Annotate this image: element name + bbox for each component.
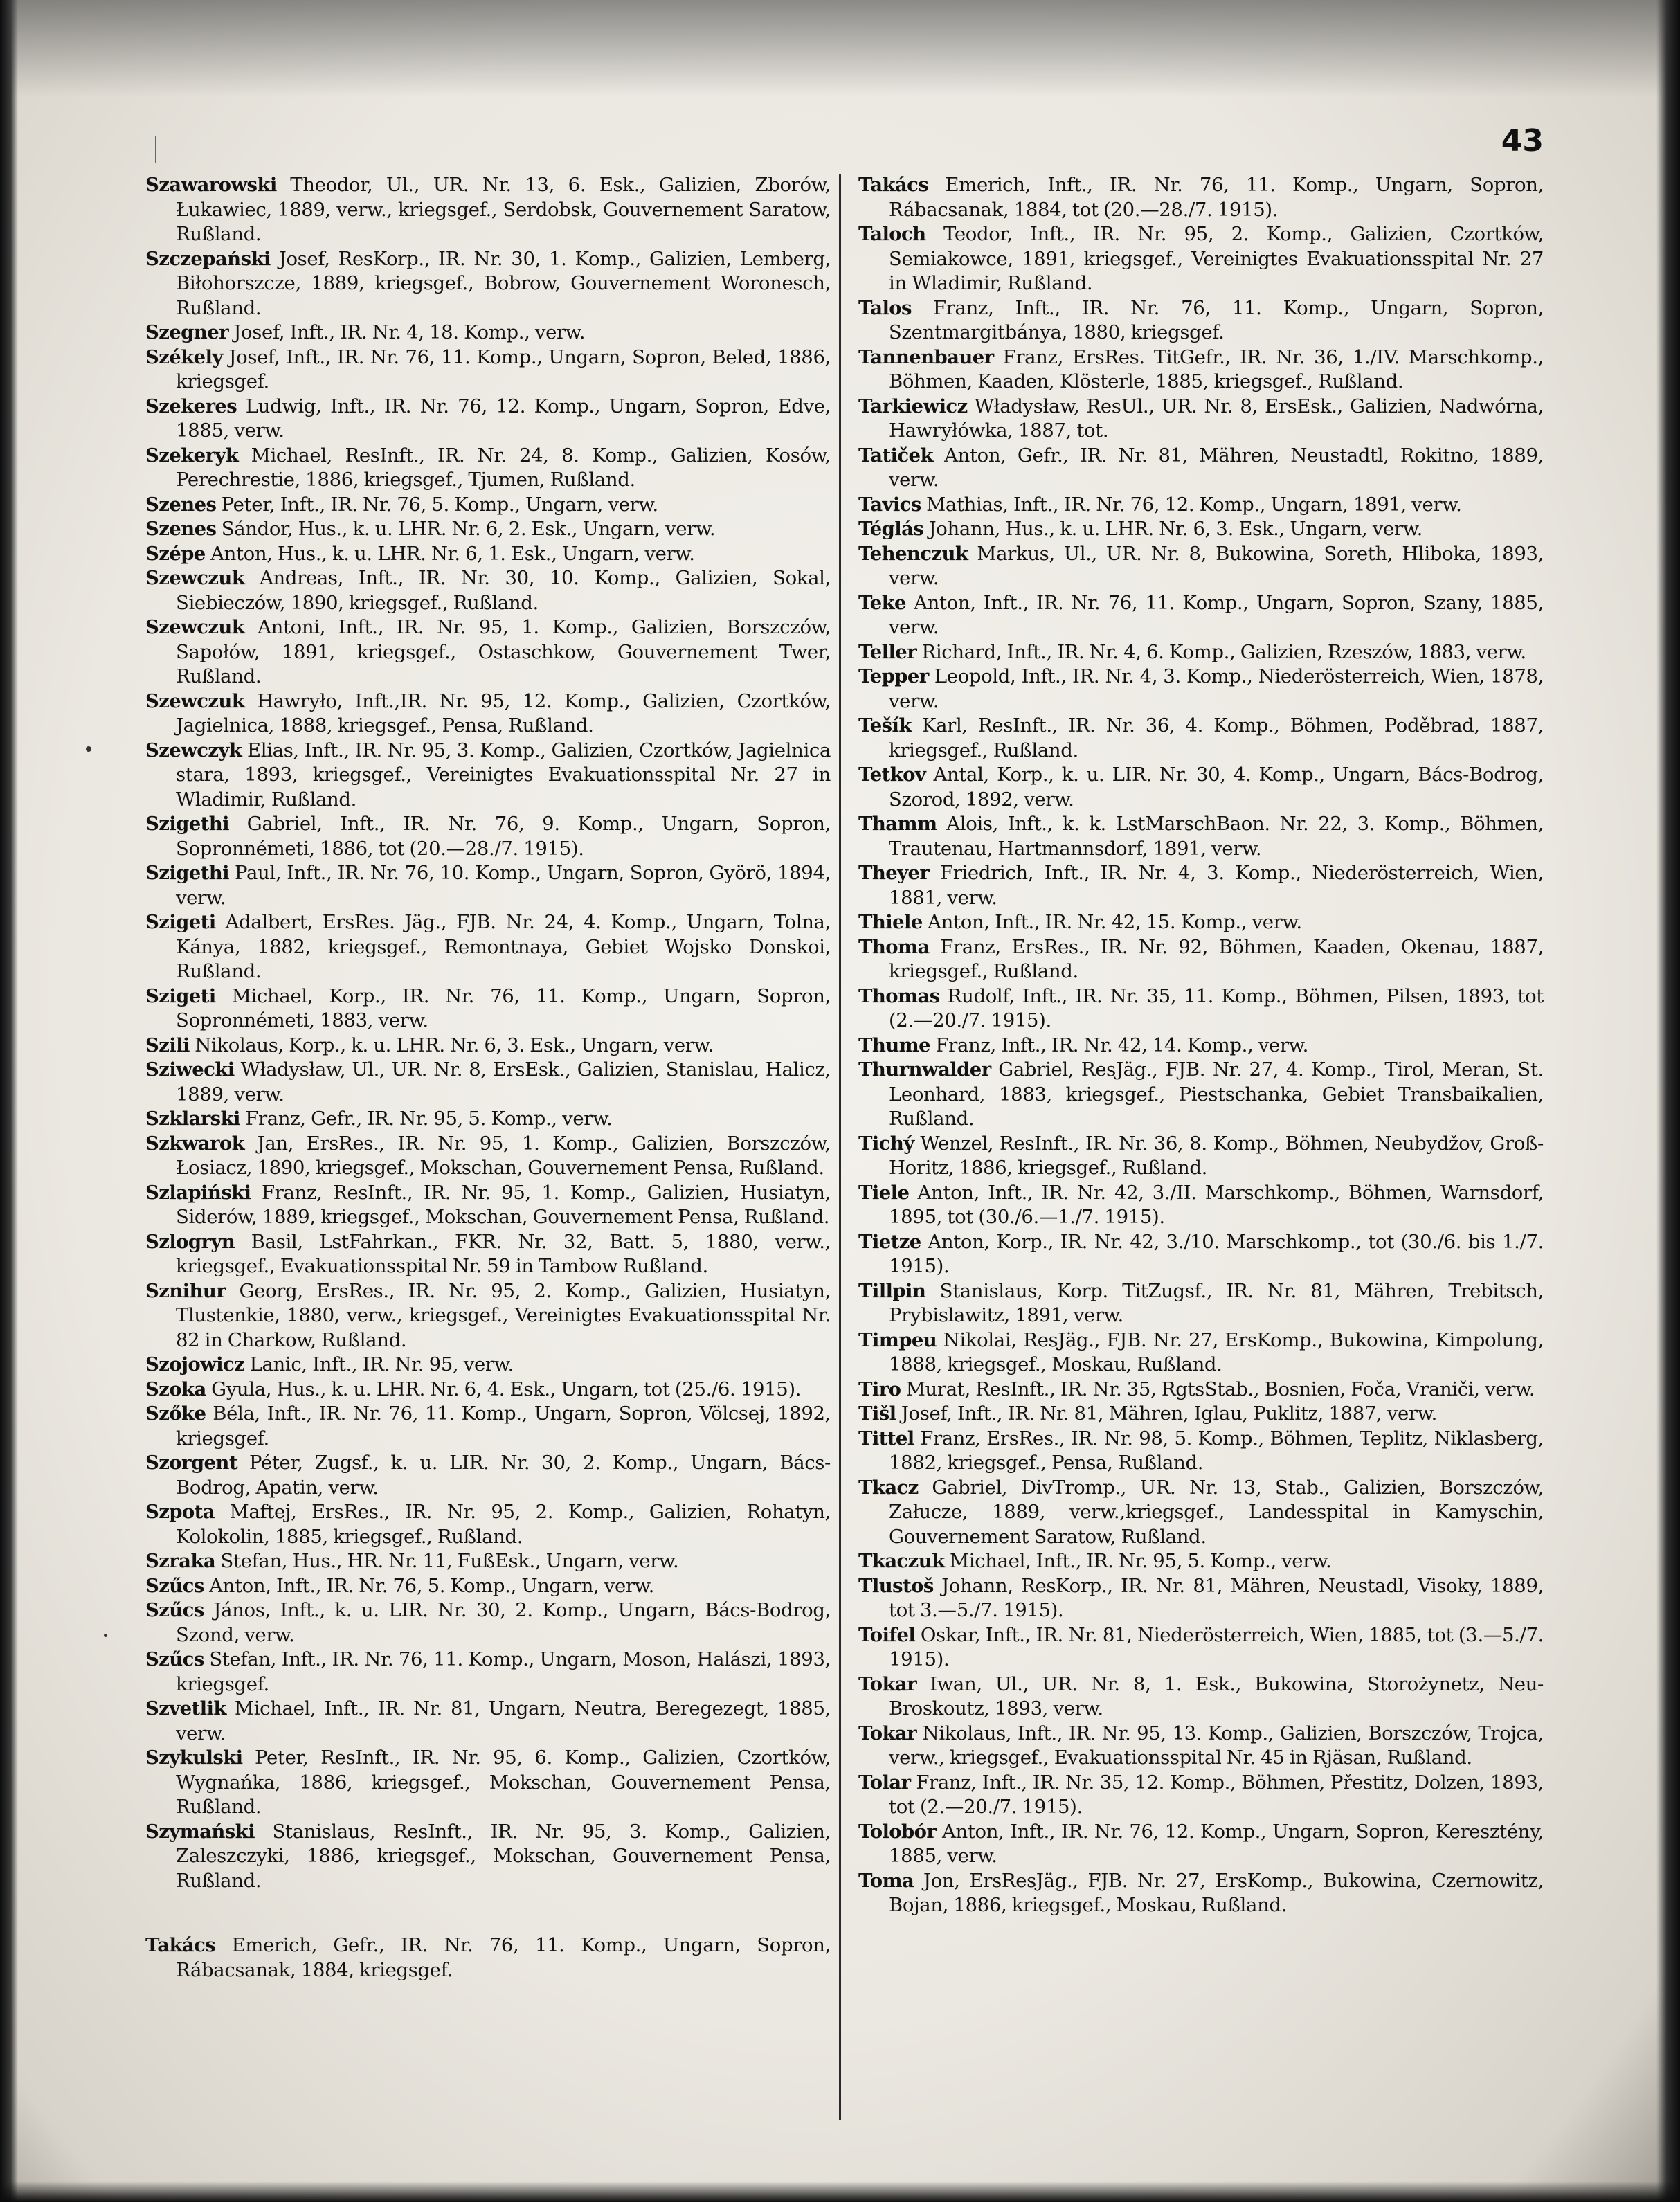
entry-surname: Téglás [858, 518, 924, 540]
entry-details: Michael, Inft., IR. Nr. 95, 5. Komp., verw. [944, 1550, 1332, 1572]
entry-details: Josef, ResKorp., IR. Nr. 30, 1. Komp., Galizien, Lemberg, Biłohorszcze, 1889, kriegsgef., Bobrow, Gouvernement Woronesch, Rußland. [176, 247, 831, 319]
entry-details: Murat, ResInft., IR. Nr. 35, RgtsStab., Bosnien, Foča, Vraniči, verw. [901, 1378, 1535, 1400]
entry-surname: Szojowicz [145, 1353, 245, 1375]
entry-details: János, Inft., k. u. LIR. Nr. 30, 2. Komp., Ungarn, Bács-Bodrog, Szond, verw. [176, 1599, 831, 1646]
entry-details: Anton, Inft., IR. Nr. 42, 3./II. Marschkomp., Böhmen, Warnsdorf, 1895, tot (30./6.—1./7. 1915). [889, 1181, 1544, 1228]
entry-details: Michael, Inft., IR. Nr. 81, Ungarn, Neutra, Beregezegt, 1885, verw. [176, 1697, 831, 1744]
entry-details: Richard, Inft., IR. Nr. 4, 6. Komp., Galizien, Rzeszów, 1883, verw. [916, 640, 1526, 663]
entry-surname: Tillpin [858, 1279, 926, 1302]
entry-surname: Timpeu [858, 1328, 937, 1351]
column-divider [839, 174, 841, 2120]
register-entry [858, 1328, 1544, 1378]
register-entry [858, 935, 1544, 984]
entry-surname: Tokar [858, 1722, 917, 1744]
register-entry [858, 517, 1544, 542]
entry-surname: Tatiček [858, 444, 933, 467]
entry-surname: Szorgent [145, 1452, 237, 1474]
register-entry [145, 1107, 831, 1132]
entry-details: Władysław, Ul., UR. Nr. 8, ErsEsk., Galizien, Stanislau, Halicz, 1889, verw. [176, 1058, 831, 1105]
register-entry [858, 1132, 1544, 1181]
left-column [145, 173, 831, 1983]
entry-details: Josef, Inft., IR. Nr. 4, 18. Komp., verw. [228, 321, 586, 343]
entry-surname: Takács [858, 174, 929, 196]
register-entry [145, 321, 831, 345]
register-entry [145, 984, 831, 1034]
entry-surname: Tehenczuk [858, 542, 968, 565]
register-entry [858, 1722, 1544, 1771]
register-entry [145, 1746, 831, 1820]
register-entry [858, 1402, 1544, 1427]
entry-details: Hawryło, Inft.,IR. Nr. 95, 12. Komp., Galizien, Czortków, Jagielnica, 1888, kriegsgef., Pensa, Rußland. [176, 689, 831, 737]
entry-surname: Szűcs [145, 1648, 204, 1670]
register-entry [145, 615, 831, 689]
entry-surname: Szigethi [145, 813, 229, 835]
entry-surname: Szymański [145, 1820, 255, 1843]
register-entry [858, 542, 1544, 591]
register-entry [858, 763, 1544, 812]
entry-details: Maftej, ErsRes., IR. Nr. 95, 2. Komp., Galizien, Rohatyn, Kolokolin, 1885, kriegsgef., Rußland. [176, 1501, 831, 1548]
entry-details: Franz, ResInft., IR. Nr. 95, 1. Komp., Galizien, Husiatyn, Siderów, 1889, kriegsgef., Mokschan, Gouvernement Pensa, Rußland. [176, 1181, 831, 1228]
entry-details: Leopold, Inft., IR. Nr. 4, 3. Komp., Niederösterreich, Wien, 1878, verw. [889, 665, 1544, 712]
register-entry [145, 247, 831, 321]
entry-surname: Szoka [145, 1378, 206, 1400]
entry-details: Friedrich, Inft., IR. Nr. 4, 3. Komp., Niederösterreich, Wien, 1881, verw. [889, 862, 1544, 909]
entry-surname: Szekeres [145, 395, 237, 417]
register-entry [145, 1132, 831, 1181]
entry-details: Adalbert, ErsRes. Jäg., FJB. Nr. 24, 4. Komp., Ungarn, Tolna, Kánya, 1882, kriegsgef., Remontnaya, Gebiet Wojsko Donskoi, Rußland. [176, 911, 831, 982]
entry-surname: Szykulski [145, 1747, 243, 1769]
register-entry [145, 566, 831, 615]
entry-surname: Székely [145, 345, 223, 368]
entry-surname: Tokar [858, 1672, 917, 1695]
entry-details: Wenzel, ResInft., IR. Nr. 36, 8. Komp., Böhmen, Neubydžov, Groß-Horitz, 1886, kriegsgef., Rußland. [889, 1132, 1544, 1179]
register-entry [858, 1058, 1544, 1132]
entry-details: Nikolai, ResJäg., FJB. Nr. 27, ErsKomp., Bukowina, Kimpolung, 1888, kriegsgef., Moskau, Rußland. [889, 1328, 1544, 1375]
entry-surname: Toifel [858, 1623, 916, 1646]
entry-details: Béla, Inft., IR. Nr. 76, 11. Komp., Ungarn, Sopron, Völcsej, 1892, kriegsgef. [176, 1402, 831, 1450]
scan-edge-right [1656, 0, 1680, 2202]
register-entry [858, 1230, 1544, 1279]
register-entry [145, 395, 831, 444]
right-column [858, 173, 1544, 1918]
scan-edge-bottom [0, 2181, 1680, 2202]
entry-details: Jon, ErsResJäg., FJB. Nr. 27, ErsKomp., Bukowina, Czernowitz, Bojan, 1886, kriegsgef., Moskau, Rußland. [889, 1869, 1544, 1916]
entry-surname: Szewczuk [145, 616, 245, 638]
entry-details: Johann, Hus., k. u. LHR. Nr. 6, 3. Esk., Ungarn, verw. [923, 518, 1422, 540]
register-entry [145, 173, 831, 247]
entry-details: Josef, Inft., IR. Nr. 76, 11. Komp., Ungarn, Sopron, Beled, 1886, kriegsgef. [176, 345, 831, 392]
entry-details: Oskar, Inft., IR. Nr. 81, Niederösterreich, Wien, 1885, tot (3.—5./7. 1915). [889, 1623, 1544, 1670]
register-entry [145, 1598, 831, 1648]
entry-surname: Szigeti [145, 911, 216, 933]
entry-details: Johann, ResKorp., IR. Nr. 81, Mähren, Neustadl, Visoky, 1889, tot 3.—5./7. 1915). [889, 1574, 1544, 1621]
entry-surname: Thomas [858, 984, 940, 1007]
register-entry [858, 1574, 1544, 1623]
register-entry [145, 1820, 831, 1894]
register-entry [145, 1378, 831, 1402]
entry-surname: Tešík [858, 714, 912, 737]
entry-surname: Thamm [858, 813, 937, 835]
entry-surname: Tolar [858, 1771, 911, 1794]
entry-surname: Szili [145, 1034, 190, 1056]
register-entry [145, 739, 831, 813]
entry-details: Franz, ErsRes., IR. Nr. 98, 5. Komp., Böhmen, Teplitz, Niklasberg, 1882, kriegsgef., Pensa, Rußland. [889, 1427, 1544, 1474]
register-entry [858, 222, 1544, 296]
entry-surname: Szkwarok [145, 1132, 245, 1155]
entry-surname: Tiro [858, 1378, 901, 1400]
entry-surname: Szewczuk [145, 689, 245, 712]
entry-details: Jan, ErsRes., IR. Nr. 95, 1. Komp., Galizien, Borszczów, Łosiacz, 1890, kriegsgef., Mokschan, Gouvernement Pensa, Rußland. [176, 1132, 831, 1179]
entry-surname: Thume [858, 1034, 931, 1056]
entry-details: Lanic, Inft., IR. Nr. 95, verw. [244, 1353, 514, 1375]
register-entry [858, 444, 1544, 493]
entry-details: Andreas, Inft., IR. Nr. 30, 10. Komp., Galizien, Sokal, Siebieczów, 1890, kriegsgef., Rußland. [176, 567, 831, 614]
entry-surname: Szűcs [145, 1599, 204, 1621]
register-entry [145, 345, 831, 395]
entry-details: Iwan, Ul., UR. Nr. 8, 1. Esk., Bukowina, Storożynetz, Neu-Broskoutz, 1893, verw. [889, 1672, 1544, 1720]
entry-details: Anton, Inft., IR. Nr. 42, 15. Komp., verw. [922, 911, 1302, 933]
entry-details: Anton, Inft., IR. Nr. 76, 12. Komp., Ungarn, Sopron, Keresztény, 1885, verw. [889, 1820, 1544, 1867]
entry-details: Karl, ResInft., IR. Nr. 36, 4. Komp., Böhmen, Poděbrad, 1887, kriegsgef., Rußland. [889, 714, 1544, 761]
scan-edge-left [0, 0, 18, 2202]
register-entry [858, 1771, 1544, 1820]
entry-details: Władysław, ResUl., UR. Nr. 8, ErsEsk., Galizien, Nadwórna, Hawryłówka, 1887, tot. [889, 395, 1544, 442]
entry-surname: Tetkov [858, 764, 926, 786]
entry-surname: Tkacz [858, 1476, 919, 1499]
register-entry [858, 1427, 1544, 1476]
entry-details: Markus, Ul., UR. Nr. 8, Bukowina, Soreth, Hliboka, 1893, verw. [889, 542, 1544, 589]
register-entry [145, 1279, 831, 1353]
entry-details: Alois, Inft., k. k. LstMarschBaon. Nr. 22, 3. Komp., Böhmen, Trautenau, Hartmannsdorf, 1891, verw. [889, 813, 1544, 860]
entry-surname: Takács [145, 1934, 216, 1956]
entry-surname: Szvetlik [145, 1697, 226, 1720]
entry-surname: Szűcs [145, 1574, 204, 1597]
register-entry [858, 1623, 1544, 1672]
entry-surname: Tittel [858, 1427, 914, 1450]
entry-surname: Tarkiewicz [858, 395, 968, 417]
entry-details: Stefan, Inft., IR. Nr. 76, 11. Komp., Ungarn, Moson, Halászi, 1893, kriegsgef. [176, 1648, 831, 1695]
entry-details: Theodor, Ul., UR. Nr. 13, 6. Esk., Galizien, Zborów, Łukawiec, 1889, verw., kriegsgef., Serdobsk, Gouvernement Saratow, Rußland. [176, 174, 831, 245]
entry-details: Franz, Gefr., IR. Nr. 95, 5. Komp., verw. [240, 1108, 613, 1130]
entry-surname: Tkaczuk [858, 1550, 945, 1572]
entry-details: Ludwig, Inft., IR. Nr. 76, 12. Komp., Ungarn, Sopron, Edve, 1885, verw. [176, 395, 831, 442]
entry-details: Franz, ErsRes., IR. Nr. 92, Böhmen, Kaaden, Okenau, 1887, kriegsgef., Rußland. [889, 935, 1544, 982]
entry-details: Stefan, Hus., HR. Nr. 11, FußEsk., Ungarn, verw. [215, 1550, 679, 1572]
entry-details: Basil, LstFahrkan., FKR. Nr. 32, Batt. 5, 1880, verw., kriegsgef., Evakuationsspital Nr. 59 in Tambow Rußland. [176, 1230, 831, 1277]
entry-details: Peter, ResInft., IR. Nr. 95, 6. Komp., Galizien, Czortków, Wygnańka, 1886, kriegsgef., Mokschan, Gouvernement Pensa, Rußland. [176, 1747, 831, 1818]
register-entry [145, 1181, 831, 1230]
register-entry [145, 1402, 831, 1451]
entry-surname: Teller [858, 640, 917, 663]
entry-surname: Tepper [858, 665, 929, 687]
scan-shadow-top [0, 0, 1680, 97]
entry-surname: Tiele [858, 1181, 910, 1204]
entry-surname: Szegner [145, 321, 228, 343]
margin-dot [86, 746, 91, 752]
entry-details: Michael, Korp., IR. Nr. 76, 11. Komp., Ungarn, Sopron, Sopronnémeti, 1883, verw. [176, 984, 831, 1031]
page-number: 43 [1501, 123, 1544, 159]
entry-details: Antoni, Inft., IR. Nr. 95, 1. Komp., Galizien, Borszczów, Sapołów, 1891, kriegsgef., Ostaschkow, Gouvernement Twer, Rußland. [176, 616, 831, 687]
entry-surname: Szekeryk [145, 444, 239, 467]
register-entry [858, 984, 1544, 1034]
entry-details: Franz, Inft., IR. Nr. 35, 12. Komp., Böhmen, Přestitz, Dolzen, 1893, tot (2.—20./7. 1915). [889, 1771, 1544, 1818]
entry-surname: Szklarski [145, 1108, 240, 1130]
register-entry [145, 1034, 831, 1058]
entry-surname: Toma [858, 1869, 914, 1892]
register-entry [145, 493, 831, 518]
entry-details: Gabriel, Inft., IR. Nr. 76, 9. Komp., Ungarn, Sopron, Sopronnémeti, 1886, tot (20.—28./7. 1915). [176, 813, 831, 860]
register-entry [858, 345, 1544, 395]
entry-details: Georg, ErsRes., IR. Nr. 95, 2. Komp., Galizien, Husiatyn, Tlustenkie, 1880, verw., kriegsgef., Vereinigtes Evakuationsspital Nr. 82 in Charkow, Rußland. [176, 1279, 831, 1351]
entry-surname: Szőke [145, 1402, 206, 1425]
register-entry [145, 1353, 831, 1378]
entry-surname: Talos [858, 296, 912, 319]
register-entry [858, 1820, 1544, 1869]
entry-surname: Szraka [145, 1550, 216, 1572]
entry-surname: Szigeti [145, 984, 216, 1007]
entry-details: Antal, Korp., k. u. LIR. Nr. 30, 4. Komp., Ungarn, Bács-Bodrog, Szorod, 1892, verw. [889, 764, 1544, 811]
entry-surname: Szenes [145, 518, 217, 540]
entry-surname: Thurnwalder [858, 1058, 991, 1081]
entry-surname: Theyer [858, 862, 930, 884]
register-entry [145, 517, 831, 542]
entry-surname: Tichý [858, 1132, 914, 1155]
entry-details: Anton, Gefr., IR. Nr. 81, Mähren, Neustadtl, Rokitno, 1889, verw. [889, 444, 1544, 491]
entry-details: Paul, Inft., IR. Nr. 76, 10. Komp., Ungarn, Sopron, Györö, 1894, verw. [176, 862, 831, 909]
entry-details: Nikolaus, Inft., IR. Nr. 95, 13. Komp., Galizien, Borszczów, Trojca, verw., kriegsgef., Evakuationsspital Nr. 45 in Rjäsan, Rußland. [889, 1722, 1544, 1769]
register-entry [145, 444, 831, 493]
register-entry [858, 1672, 1544, 1722]
entry-details: Gabriel, ResJäg., FJB. Nr. 27, 4. Komp., Tirol, Meran, St. Leonhard, 1883, kriegsgef., Piestschanka, Gebiet Transbaikalien, Rußland. [889, 1058, 1544, 1130]
register-entry [858, 861, 1544, 910]
entry-details: Stanislaus, Korp. TitZugsf., IR. Nr. 81, Mähren, Trebitsch, Prybislawitz, 1891, verw. [889, 1279, 1544, 1326]
register-entry [858, 296, 1544, 345]
entry-details: Anton, Hus., k. u. LHR. Nr. 6, 1. Esk., Ungarn, verw. [205, 542, 695, 565]
register-entry [145, 1574, 831, 1599]
entry-surname: Szczepański [145, 247, 271, 270]
entry-details: Nikolaus, Korp., k. u. LHR. Nr. 6, 3. Esk., Ungarn, verw. [189, 1034, 714, 1056]
register-entry [145, 1697, 831, 1746]
entry-details: Anton, Korp., IR. Nr. 42, 3./10. Marschkomp., tot (30./6. bis 1./7. 1915). [889, 1230, 1544, 1277]
register-entry [858, 812, 1544, 861]
register-entry [145, 1549, 831, 1574]
register-entry [145, 689, 831, 739]
entry-surname: Szigethi [145, 862, 229, 884]
register-entry [858, 493, 1544, 518]
entry-surname: Sziwecki [145, 1058, 235, 1081]
entry-details: Anton, Inft., IR. Nr. 76, 11. Komp., Ungarn, Sopron, Szany, 1885, verw. [889, 591, 1544, 638]
entry-details: Franz, Inft., IR. Nr. 76, 11. Komp., Ungarn, Sopron, Szentmargitbánya, 1880, kriegsgef. [889, 296, 1544, 343]
entry-surname: Taloch [858, 223, 926, 245]
entry-details: Sándor, Hus., k. u. LHR. Nr. 6, 2. Esk., Ungarn, verw. [216, 518, 716, 540]
entry-surname: Tietze [858, 1230, 921, 1253]
register-entry [858, 1181, 1544, 1230]
register-entry [858, 1378, 1544, 1402]
entry-details: Stanislaus, ResInft., IR. Nr. 95, 3. Komp., Galizien, Zaleszczyki, 1886, kriegsgef., Mokschan, Gouvernement Pensa, Rußland. [176, 1820, 831, 1892]
register-entry [858, 395, 1544, 444]
register-entry [858, 1869, 1544, 1918]
entry-details: Rudolf, Inft., IR. Nr. 35, 11. Komp., Böhmen, Pilsen, 1893, tot (2.—20./7. 1915). [889, 984, 1544, 1031]
register-entry [858, 1476, 1544, 1550]
entry-surname: Szlogryn [145, 1230, 235, 1253]
register-entry [145, 812, 831, 861]
entry-details: Franz, ErsRes. TitGefr., IR. Nr. 36, 1./IV. Marschkomp., Böhmen, Kaaden, Klösterle, 1885, kriegsgef., Rußland. [889, 345, 1544, 392]
entry-details: Peter, Inft., IR. Nr. 76, 5. Komp., Ungarn, verw. [216, 493, 658, 516]
entry-surname: Teke [858, 591, 906, 614]
register-entry [145, 1933, 831, 1983]
register-entry [145, 1230, 831, 1279]
entry-surname: Szpota [145, 1501, 215, 1523]
entry-surname: Tavics [858, 493, 921, 516]
register-entry [858, 1279, 1544, 1328]
entry-details: Gyula, Hus., k. u. LHR. Nr. 6, 4. Esk., Ungarn, tot (25./6. 1915). [206, 1378, 802, 1400]
register-entry [145, 1058, 831, 1107]
entry-surname: Thoma [858, 935, 930, 958]
register-entry [145, 910, 831, 984]
entry-surname: Tišl [858, 1402, 896, 1425]
entry-surname: Thiele [858, 911, 923, 933]
entry-details: Michael, ResInft., IR. Nr. 24, 8. Komp., Galizien, Kosów, Perechrestie, 1886, kriegsgef., Tjumen, Rußland. [176, 444, 831, 491]
register-entry [145, 1500, 831, 1549]
column-gap [145, 1893, 831, 1933]
entry-surname: Tannenbauer [858, 345, 994, 368]
register-entry [858, 910, 1544, 935]
entry-details: Teodor, Inft., IR. Nr. 95, 2. Komp., Galizien, Czortków, Semiakowce, 1891, kriegsgef., Vereinigtes Evakuationsspital Nr. 27 in Wladimir, Rußland. [889, 223, 1544, 294]
register-entry [858, 591, 1544, 640]
entry-surname: Szawarowski [145, 174, 277, 196]
entry-details: Gabriel, DivTromp., UR. Nr. 13, Stab., Galizien, Borszczów, Załucze, 1889, verw.,kriegsgef., Landesspital in Kamyschin, Gouvernement Saratow, Rußland. [889, 1476, 1544, 1548]
entry-details: Franz, Inft., IR. Nr. 42, 14. Komp., verw. [930, 1034, 1308, 1056]
entry-surname: Tolobór [858, 1820, 937, 1843]
entry-details: Emerich, Gefr., IR. Nr. 76, 11. Komp., Ungarn, Sopron, Rábacsanak, 1884, kriegsgef. [176, 1934, 831, 1981]
register-entry [858, 665, 1544, 714]
register-entry [145, 542, 831, 567]
entry-surname: Szlapiński [145, 1181, 251, 1204]
entry-details: Josef, Inft., IR. Nr. 81, Mähren, Iglau, Puklitz, 1887, verw. [896, 1402, 1438, 1425]
entry-details: Péter, Zugsf., k. u. LIR. Nr. 30, 2. Komp., Ungarn, Bács-Bodrog, Apatin, verw. [176, 1452, 831, 1499]
entry-details: Emerich, Inft., IR. Nr. 76, 11. Komp., Ungarn, Sopron, Rábacsanak, 1884, tot (20.—28./7. 1915). [889, 174, 1544, 221]
entry-details: Anton, Inft., IR. Nr. 76, 5. Komp., Ungarn, verw. [204, 1574, 654, 1597]
register-entry [858, 173, 1544, 222]
entry-surname: Tlustoš [858, 1574, 934, 1597]
entry-details: Mathias, Inft., IR. Nr. 76, 12. Komp., Ungarn, 1891, verw. [921, 493, 1462, 516]
register-entry [858, 714, 1544, 763]
margin-mark [155, 136, 156, 163]
entry-surname: Sznihur [145, 1279, 226, 1302]
margin-dot [104, 1634, 107, 1637]
entry-surname: Szépe [145, 542, 206, 565]
register-entry [145, 1648, 831, 1697]
entry-details: Elias, Inft., IR. Nr. 95, 3. Komp., Galizien, Czortków, Jagielnica stara, 1893, kriegsgef., Vereinigtes Evakuationsspital Nr. 27 in Wladimir, Rußland. [176, 739, 831, 811]
register-entry [145, 861, 831, 910]
entry-surname: Szewczyk [145, 739, 242, 761]
register-entry [858, 1034, 1544, 1058]
entry-surname: Szewczuk [145, 567, 245, 589]
register-entry [858, 640, 1544, 665]
register-entry [858, 1549, 1544, 1574]
register-entry [145, 1451, 831, 1500]
entry-surname: Szenes [145, 493, 217, 516]
